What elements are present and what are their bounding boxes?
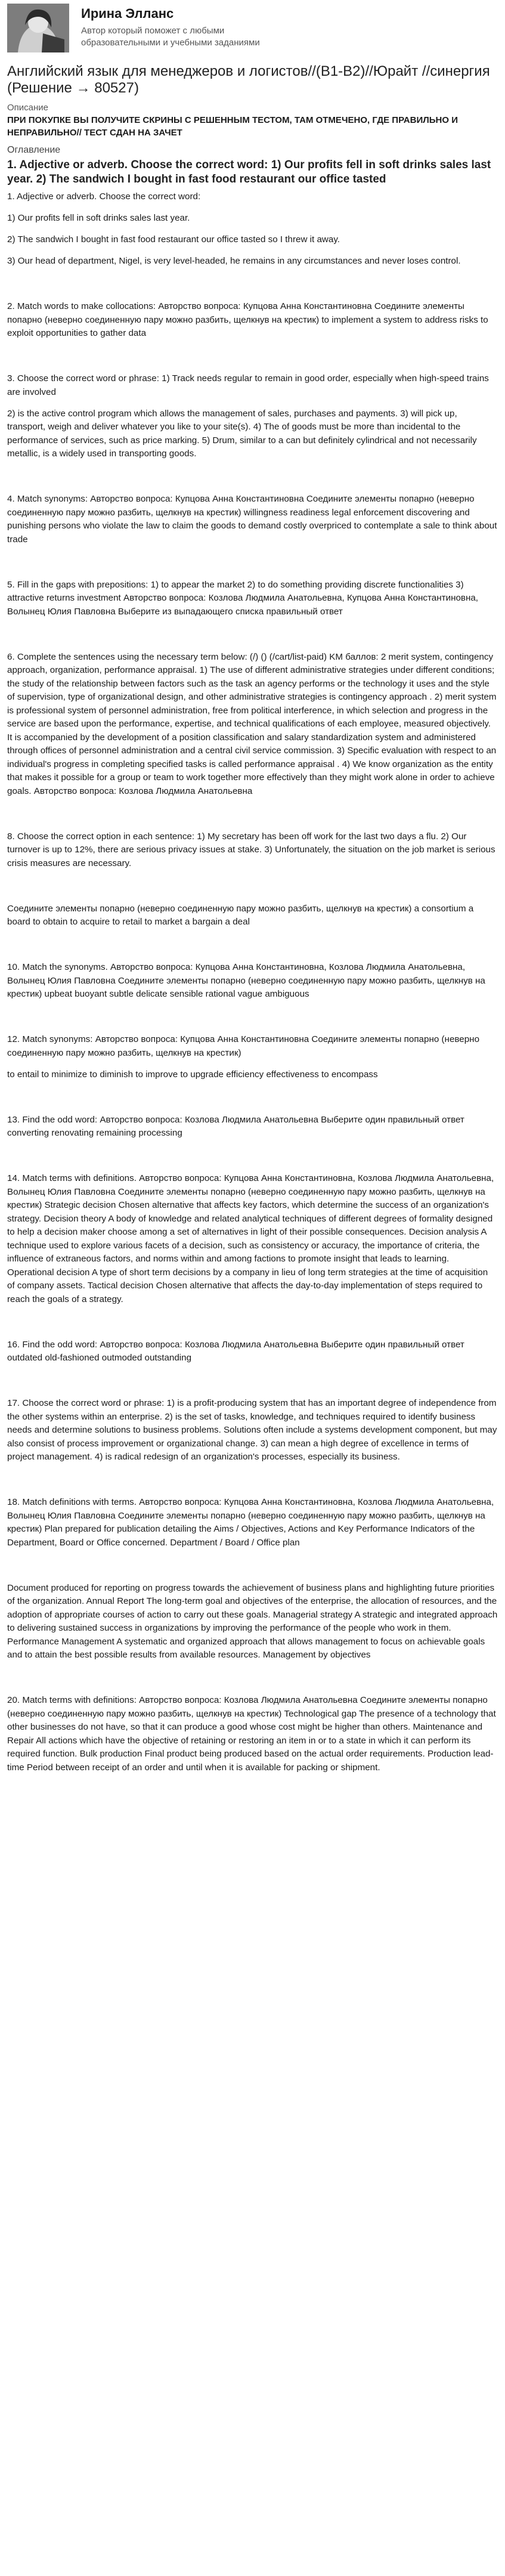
paragraph-spacer [7,1670,498,1694]
paragraph-spacer [7,937,498,961]
paragraph-spacer [7,1090,498,1114]
paragraph-spacer [7,1009,498,1033]
paragraph: 6. Complete the sentences using the necessary term below: (/) () (/cart/list-paid) KM баллов: 2 merit system, contingency approach, organization, performance appraisal. 1) The use of different administrative strategies under different conditions; the study of the relationship between factors such as the task an agency performs or the technology it uses and the style of supervision, type of organizational design, and other administrative strategies is contingency approach . 2) merit system is professional system of personnel administration, free from political interference, in which selection and progress in the service are based upon the performance, expertise, and technical qualifications of each employee, measured objectively. It is accompanied by the development of a position classification and salary standardization system and administered through offices of personnel administration and a central civil service commission. 3) Specific evaluation with respect to an individual's progress in completing specified tasks is called performance appraisal . 4) We know organization as the entity that makes it possible for a group or team to work together more effectively than they might work alone in order to achieve goals. Авторство вопроса: Козлова Людмила Анатольевна [7,651,497,796]
paragraph: 2) The sandwich I bought in fast food restaurant our office tasted so I threw it away. [7,234,340,245]
paragraph-spacer [7,627,498,651]
paragraph: 2) is the active control program which allows the management of sales, purchases and payments. 3) will pick up, transport, weigh and deliver whatever you like to your site(s). 4) The of goods must be more than incidental to the performance of services, such as price marking. 5) Drum, similar to a can but definitely cylindrical and not necessarily metallic, is a widely used in transporting goods. [7,408,477,459]
paragraph: to entail to minimize to diminish to improve to upgrade efficiency effectiveness to encompass [7,1069,378,1080]
paragraph: 14. Match terms with definitions. Авторство вопроса: Купцова Анна Константиновна, Козлова Людмила Анатольевна, Волынец Юлия Павловна Соедините элементы попарно (неверно соединенную пару можно разбить, щелкнув на крестик) Strategic decision Chosen alternative that affects key factors, which determine the success of an organization's strategy. Decision theory A body of knowledge and related analytical techniques of different degrees of formality designed to help a decision maker choose among a set of alternatives in light of their possible consequences. Decision analysis A technique used to explore various facets of a decision, such as consistency or accuracy, the importance of criteria, the influence of extraneous factors, and norms within and among factions to promote insight that leads to learning. Operational decision A type of short term decisions by a company in lieu of long term strategies at the time of acquisition of company assets. Tactical decision Chosen alternative that affects the day-to-day implementation of steps required to reach the goals of a strategy. [7,1173,494,1304]
main-heading: 1. Adjective or adverb. Choose the correct word: 1) Our profits fell in soft drinks sales last year. 2) The sandwich I bought in fast food restaurant our office tasted [7,159,491,185]
paragraph: 3. Choose the correct word or phrase: 1) Track needs regular to remain in good order, especially when high-speed trains are involved [7,373,489,397]
paragraph: 13. Find the odd word: Авторство вопроса: Козлова Людмила Анатольевна Выберите один правильный ответ converting renovating remaining processing [7,1114,464,1138]
paragraph: 17. Choose the correct word or phrase: 1) is a profit-producing system that has an important degree of independence from the other systems within an enterprise. 2) is the set of tasks, knowledge, and techniques required to identify business needs and determine solutions to business problems. Solutions often include a systems development component, but may also consist of process improvement or organizational change. 3) can mean a high degree of excellence in terms of project management. 4) is radical redesign of an organization's processes, especially its business. [7,1398,497,1462]
paragraph-spacer [7,555,498,579]
author-block [7,4,498,58]
paragraph-spacer [7,348,498,372]
description-label: Описание [7,103,49,113]
paragraph-spacer [7,1472,498,1496]
paragraph-spacer [7,879,498,902]
description-text: ПРИ ПОКУПКЕ ВЫ ПОЛУЧИТЕ СКРИНЫ С РЕШЕННЫМ ТЕСТОМ, ТАМ ОТМЕЧЕНО, ГДЕ ПРАВИЛЬНО И НЕПРАВИЛЬНО// ТЕСТ СДАН НА ЗАЧЕТ [7,115,458,138]
paragraph-spacer [7,1373,498,1397]
paragraph: 1) Our profits fell in soft drinks sales last year. [7,213,190,223]
paragraph-spacer [7,276,498,300]
paragraph: 4. Match synonyms: Авторство вопроса: Купцова Анна Константиновна Соедините элементы попарно (неверно соединенную пару можно разбить, щелкнув на крестик) willingness readiness legal enforcement discovering and punishing persons who violate the law to claim the goods to demand costly overpriced to contemplate a sale to think about trade [7,494,497,545]
paragraph: 3) Our head of department, Nigel, is very level-headed, he remains in any circumstances and never loses control. [7,256,461,266]
paragraph-spacer [7,469,498,493]
author-name[interactable]: Ирина Элланс [81,6,174,21]
paragraph: 8. Choose the correct option in each sentence: 1) My secretary has been off work for the last two days a flu. 2) Our turnover is up to 12%, there are serious privacy issues at stake. 3) Unfortunately, the situation on the job market is serious crisis measures are necessary. [7,831,495,868]
paragraph: 20. Match terms with definitions: Авторство вопроса: Козлова Людмила Анатольевна Соедините элементы попарно (неверно соединенную пару можно разбить, щелкнув на крестик) Technological gap The presence of a technology that other businesses do not have, so that it can produce a good whose cost might be higher than others. Maintenance and Repair All actions which have the objective of retaining or restoring an item in or to a state in which it can perform its required function. Bulk production Final product being produced based on the actual order requirements. Production lead-time Period between receipt of an order and until when it is available for packing or shipment. [7,1695,496,1773]
paragraph-spacer [7,1148,498,1172]
paragraph-spacer [7,1558,498,1582]
paragraph: Соедините элементы попарно (неверно соединенную пару можно разбить, щелкнув на крестик) a consortium a board to obtain to acquire to retail to market a bargain a deal [7,903,474,927]
paragraph: 12. Match synonyms: Авторство вопроса: Купцова Анна Константиновна Соедините элементы попарно (неверно соединенную пару можно разбить, щелкнув на крестик) [7,1034,480,1058]
paragraph: 5. Fill in the gaps with prepositions: 1) to appear the market 2) to do something providing discrete functionalities 3) attractive returns investment Авторство вопроса: Козлова Людмила Анатольевна, Купцова Анна Константиновна, Волынец Юлия Павловна Выберите из выпадающего списка правильный ответ [7,579,479,617]
author-description: Автор который поможет с любыми образовательными и учебными заданиями [81,26,260,48]
paragraph: 18. Match definitions with terms. Авторство вопроса: Купцова Анна Константиновна, Козлова Людмила Анатольевна, Волынец Юлия Павловна Соедините элементы попарно (неверно соединенную пару можно разбить, щелкнув на крестик) Plan prepared for publication detailing the Aims / Objectives, Actions and Key Performance Indicators of the Department, Board or Office concerned. Department / Board / Office plan [7,1497,494,1548]
document-content [7,190,498,1774]
document-title: Английский язык для менеджеров и логистов//(B1-B2)//Юрайт //синергия (Решение → 80527) [7,63,490,96]
toc-label: Оглавление [7,145,61,155]
paragraph-spacer [7,1315,498,1338]
paragraph: 10. Match the synonyms. Авторство вопроса: Купцова Анна Константиновна, Козлова Людмила Анатольевна, Волынец Юлия Павловна Соедините элементы попарно (неверно соединенную пару можно разбить, щелкнув на крестик) upbeat buoyant subtle delicate sensible rational vague ambiguous [7,962,485,999]
paragraph: 1. Adjective or adverb. Choose the correct word: [7,191,201,202]
paragraph: 2. Match words to make collocations: Авторство вопроса: Купцова Анна Константиновна Соедините элементы попарно (неверно соединенную пару можно разбить, щелкнув на крестик) to implement a system to address risks to exploit opportunities to gather data [7,301,488,338]
paragraph-spacer [7,806,498,830]
paragraph: 16. Find the odd word: Авторство вопроса: Козлова Людмила Анатольевна Выберите один правильный ответ outdated old-fashioned outmoded outstanding [7,1339,464,1363]
author-avatar[interactable] [7,4,69,52]
paragraph: Document produced for reporting on progress towards the achievement of business plans and highlighting future priorities of the organization. Annual Report The long-term goal and objectives of the enterprise, the allocation of resources, and the adoption of appropriate courses of action to carry out these goals. Managerial strategy A strategic and integrated approach to delivering sustained success in organizations by improving the performance of the people who work in them. Performance Management A systematic and organized approach that allows management to focus on achievable goals and to attain the best possible results from available resources. Management by objectives [7,1582,498,1660]
